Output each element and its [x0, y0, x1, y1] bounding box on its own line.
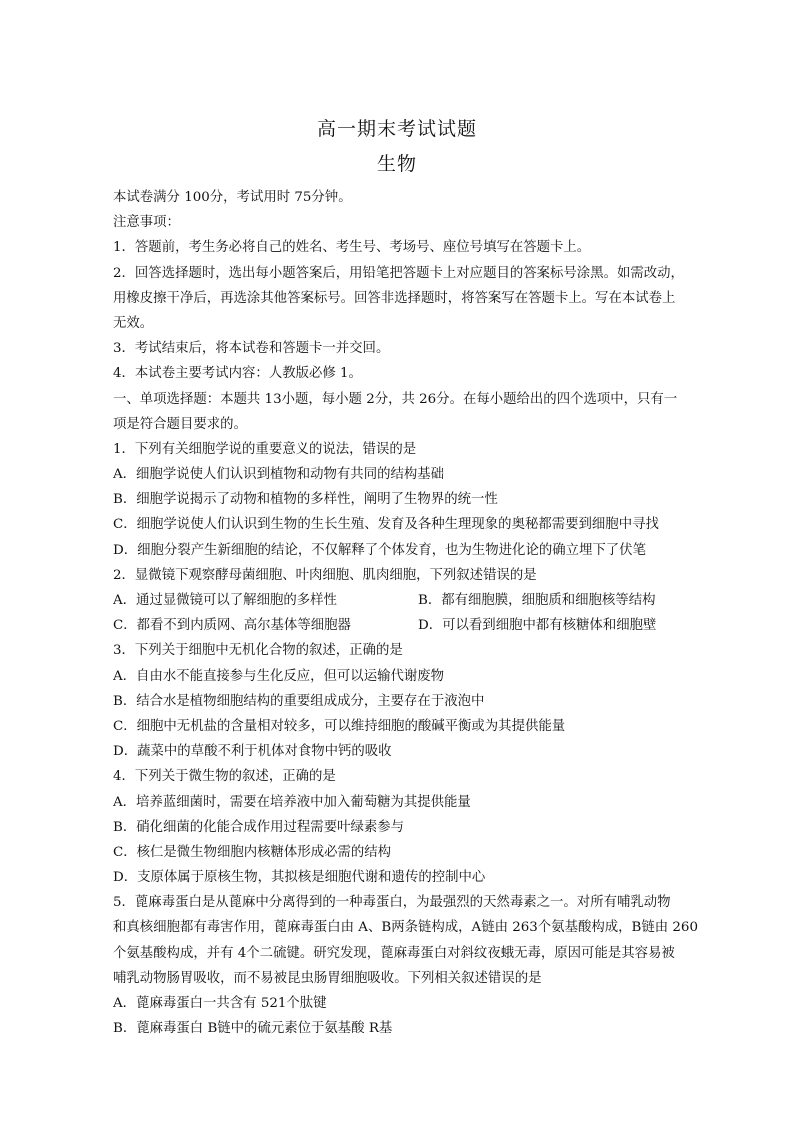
section-heading: 项是符合题目要求的。: [113, 416, 247, 432]
question-5-option-b: B．蓖麻毒蛋白 B链中的硫元素位于氨基酸 R基: [113, 1021, 393, 1037]
notice-heading: 注意事项：: [113, 215, 180, 231]
question-4-option-b: B．硝化细菌的化能合成作用过程需要叶绿素参与: [113, 819, 405, 835]
question-3-option-a: A．自由水不能直接参与生化反应，但可以运输代谢废物: [113, 668, 445, 684]
question-4-option-d: D．支原体属于原核生物，其拟核是细胞代谢和遗传的控制中心: [113, 870, 486, 886]
subject-title: 生物: [376, 153, 417, 175]
notice-item: 1．答题前，考生务必将自己的姓名、考生号、考场号、座位号填写在答题卡上。: [113, 240, 591, 256]
notice-item: 4．本试卷主要考试内容：人教版必修 1。: [113, 366, 362, 382]
notice-item: 2．回答选择题时，选出每小题答案后，用铅笔把答题卡上对应题目的答案标号涂黑。如需改动，: [113, 265, 684, 281]
question-5-stem: 和真核细胞都有毒害作用，蓖麻毒蛋白由 A、B两条链构成，A链由 263个氨基酸构成，B链由 260: [113, 920, 698, 936]
question-3-option-c: C．细胞中无机盐的含量相对较多，可以维持细胞的酸碱平衡或为其提供能量: [113, 718, 566, 734]
notice-item: 用橡皮擦干净后，再选涂其他答案标号。回答非选择题时，将答案写在答题卡上。写在本试卷上: [113, 290, 676, 306]
question-2-options-row: [113, 588, 703, 613]
question-1-option-d: D．细胞分裂产生新细胞的结论，不仅解释了个体发育，也为生物进化论的确立埋下了伏笔: [113, 542, 646, 558]
question-3-option-d: D．蔬菜中的草酸不利于机体对食物中钙的吸收: [113, 744, 392, 760]
section-heading: 一、单项选择题：本题共 13小题，每小题 2分，共 26分。在每小题给出的四个选项中，只有一: [113, 391, 678, 407]
question-1-option-a: A．细胞学说使人们认识到植物和动物有共同的结构基础: [113, 467, 445, 483]
question-4-option-a: A．培养蓝细菌时，需要在培养液中加入葡萄糖为其提供能量: [113, 794, 471, 810]
question-2-stem: 2．显微镜下观察酵母菌细胞、叶肉细胞、肌肉细胞，下列叙述错误的是: [113, 567, 537, 583]
question-5-stem: 哺乳动物肠胃吸收，而不易被昆虫肠胃细胞吸收。下列相关叙述错误的是: [113, 970, 542, 986]
question-3-option-b: B．结合水是植物细胞结构的重要组成成分，主要存在于液泡中: [113, 693, 485, 709]
question-2-options-row: [113, 613, 703, 638]
question-5-stem: 个氨基酸构成，并有 4个二硫键。研究发现，蓖麻毒蛋白对斜纹夜蛾无毒，原因可能是其容易被: [113, 945, 675, 961]
question-5-option-a: A．蓖麻毒蛋白一共含有 521个肽键: [113, 996, 327, 1011]
question-1-option-b: B．细胞学说揭示了动物和植物的多样性，阐明了生物界的统一性: [113, 492, 498, 508]
question-1-stem: 1．下列有关细胞学说的重要意义的说法，错误的是: [113, 441, 417, 457]
question-2-option-d: D．可以看到细胞中都有核糖体和细胞壁: [418, 618, 657, 634]
question-1-option-c: C．细胞学说使人们认识到生物的生长生殖、发育及各种生理现象的奥秘都需要到细胞中寻找: [113, 517, 659, 533]
question-2-option-a: A．通过显微镜可以了解细胞的多样性: [113, 593, 337, 608]
question-4-stem: 4．下列关于微生物的叙述，正确的是: [113, 769, 336, 785]
question-3-stem: 3．下列关于细胞中无机化合物的叙述，正确的是: [113, 643, 403, 659]
notice-item: 无效。: [113, 315, 154, 331]
question-2-option-c: C．都看不到内质网、高尔基体等细胞器: [113, 618, 351, 634]
score-time-info: 本试卷满分 100分，考试用时 75分钟。: [113, 190, 352, 205]
question-4-option-c: C．核仁是微生物细胞内核糖体形成必需的结构: [113, 844, 392, 860]
question-5-stem: 5．蓖麻毒蛋白是从蓖麻中分离得到的一种毒蛋白，为最强烈的天然毒素之一。对所有哺乳动物: [113, 895, 671, 911]
question-2-option-b: B．都有细胞膜，细胞质和细胞核等结构: [418, 593, 656, 608]
exam-content: [113, 185, 703, 1041]
notice-item: 3．考试结束后，将本试卷和答题卡一并交回。: [113, 341, 390, 357]
exam-title: 高一期末考试试题: [316, 118, 477, 140]
